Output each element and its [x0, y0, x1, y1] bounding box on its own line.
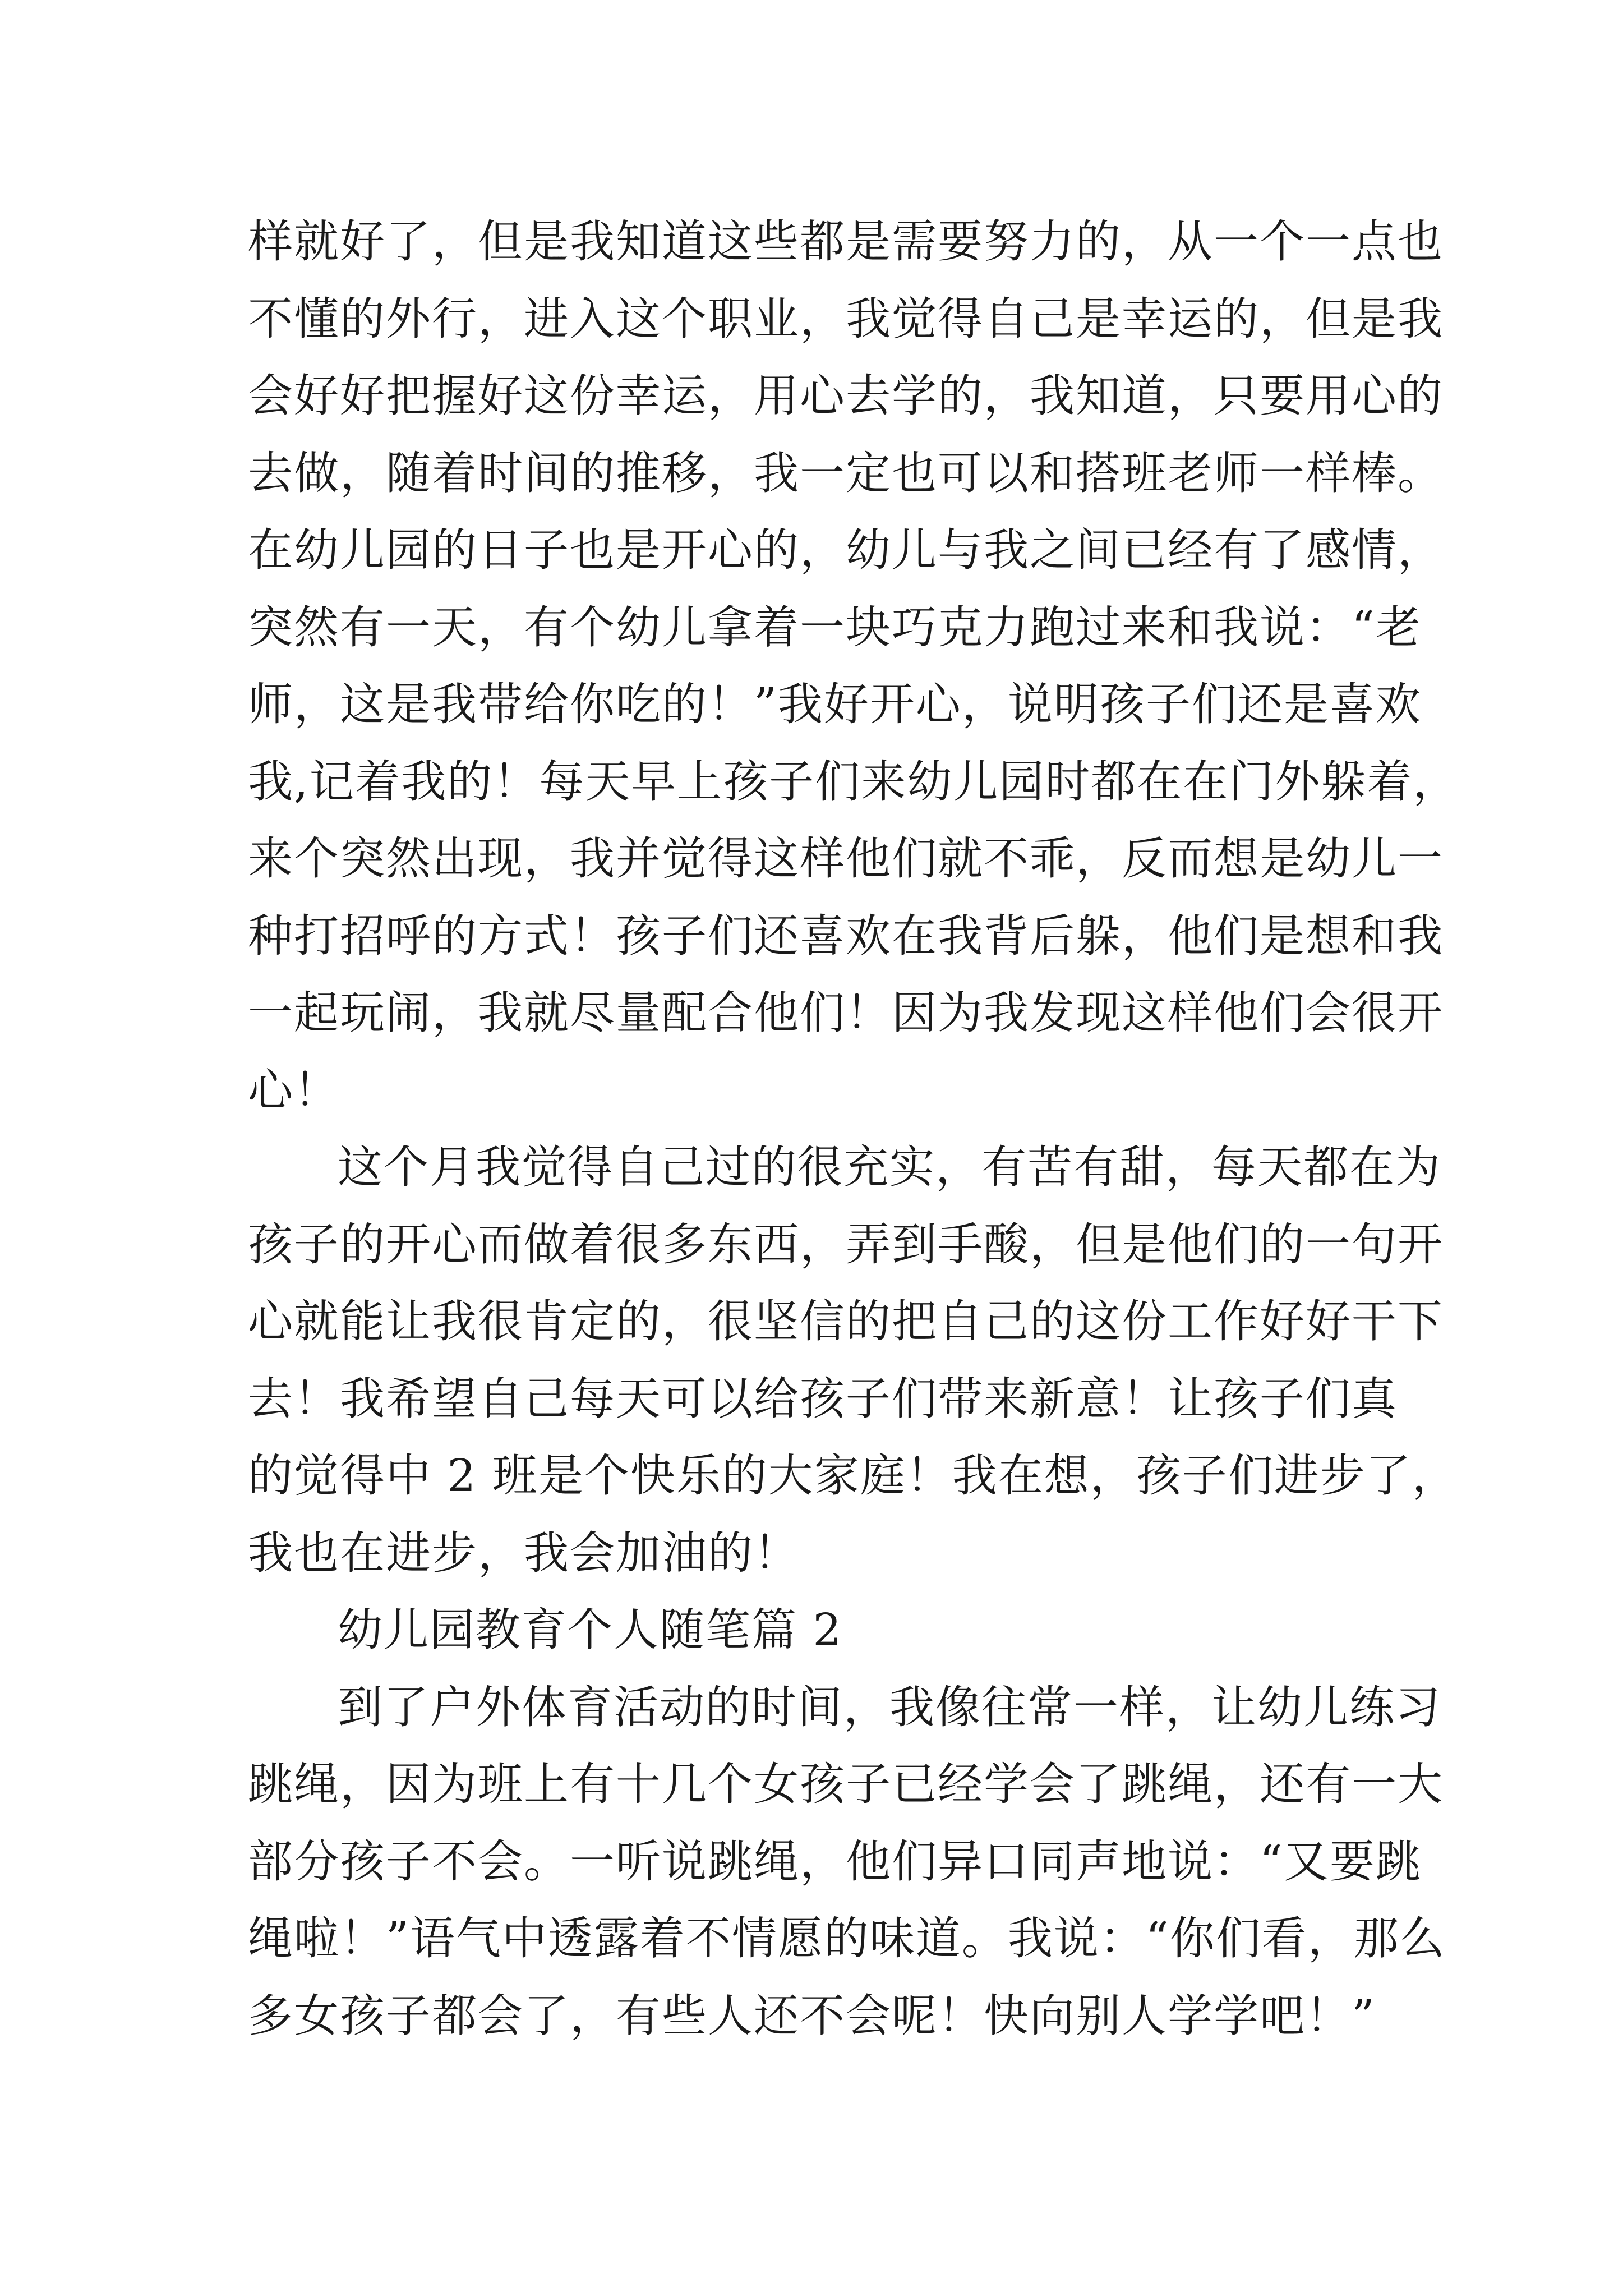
- heading-text: 幼儿园教育个人随笔篇 2: [338, 1604, 843, 1656]
- text-line: 心就能让我很肯定的，很坚信的把自己的这份工作好好干下: [248, 1295, 1444, 1347]
- text-line: 我也在进步，我会加油的！: [248, 1526, 800, 1579]
- text-line: 师，这是我带给你吃的！”我好开心，说明孩子们还是喜欢: [248, 678, 1422, 730]
- paragraph-3: [248, 1669, 1446, 2055]
- text-line: 跳绳，因为班上有十几个女孩子已经学会了跳绳，还有一大: [248, 1758, 1444, 1810]
- paragraph-1: [248, 203, 1459, 1129]
- text-line: 一起玩闹，我就尽量配合他们！因为我发现这样他们会很开: [248, 987, 1444, 1039]
- text-line: 部分孩子不会。一听说跳绳，他们异口同声地说：“又要跳: [248, 1835, 1422, 1888]
- text-line: 心！: [248, 1064, 340, 1116]
- text-line: 在幼儿园的日子也是开心的，幼儿与我之间已经有了感情，: [248, 524, 1444, 576]
- text-line: 我,记着我的！每天早上孩子们来幼儿园时都在在门外躲着，: [248, 755, 1459, 808]
- text-line: 孩子的开心而做着很多东西，弄到手酸，但是他们的一句开: [248, 1218, 1444, 1271]
- text-line: 到了户外体育活动的时间，我像往常一样，让幼儿练习: [338, 1681, 1441, 1733]
- text-line: 会好好把握好这份幸运，用心去学的，我知道，只要用心的: [248, 370, 1444, 422]
- text-line: 种打招呼的方式！孩子们还喜欢在我背后躲，他们是想和我: [248, 909, 1444, 962]
- text-line: 样就好了，但是我知道这些都是需要努力的，从一个一点也: [248, 215, 1444, 268]
- text-line: 的觉得中 2 班是个快乐的大家庭！我在想，孩子们进步了，: [248, 1450, 1458, 1502]
- paragraph-2: [248, 1129, 1458, 1591]
- section-heading: [248, 1591, 1403, 1669]
- text-line: 来个突然出现，我并觉得这样他们就不乖，反而想是幼儿一: [248, 832, 1444, 885]
- text-line: 不懂的外行，进入这个职业，我觉得自己是幸运的，但是我: [248, 292, 1444, 345]
- text-line: 突然有一天，有个幼儿拿着一块巧克力跑过来和我说：“老: [248, 601, 1422, 654]
- text-line: 去做，随着时间的推移，我一定也可以和搭班老师一样棒。: [248, 447, 1444, 499]
- text-line: 绳啦！”语气中透露着不情愿的味道。我说：“你们看，那么: [248, 1912, 1446, 1964]
- text-line: 多女孩子都会了，有些人还不会呢！快向别人学学吧！”: [248, 1989, 1376, 2042]
- text-line: 这个月我觉得自己过的很充实，有苦有甜，每天都在为: [338, 1141, 1441, 1193]
- document-body: [248, 203, 1459, 2054]
- text-line: 去！我希望自己每天可以给孩子们带来新意！让孩子们真: [248, 1372, 1398, 1425]
